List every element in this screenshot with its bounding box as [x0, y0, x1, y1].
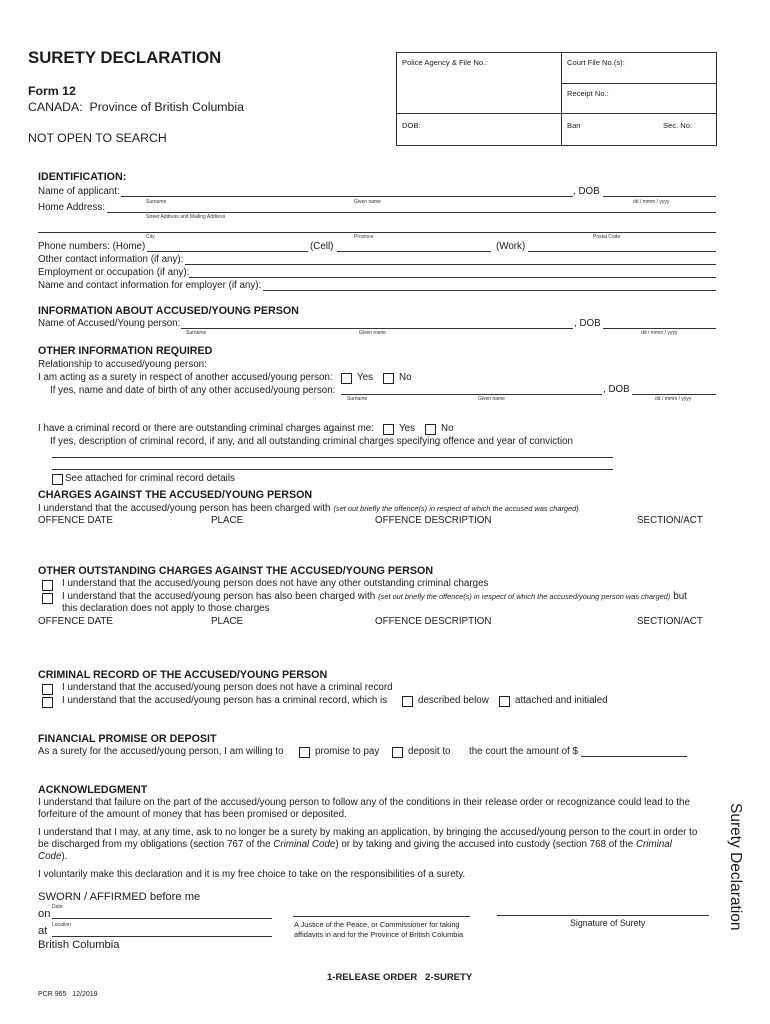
sworn-heading: SWORN / AFFIRMED before me — [38, 891, 201, 903]
para2-line2-text-b: ) or by taking and giving the accused into custody (section 768 of the — [335, 839, 636, 850]
other-contact-label: Other contact information (if any): — [38, 254, 184, 265]
receipt-label: Receipt No.: — [567, 89, 609, 98]
applicant-dob-hint: dd / mmm / yyyy — [633, 199, 670, 205]
acknowledgment-para2-line3 — [38, 851, 67, 863]
para2-line2-text-a: be discharged from my obligations (section 767 of the — [38, 839, 274, 850]
home-phone-field[interactable] — [147, 241, 308, 252]
work-phone-label: (Work) — [496, 241, 526, 252]
own-record-no-checkbox[interactable] — [425, 424, 436, 435]
sworn-date-hint: Date — [52, 904, 63, 910]
other-accused-dob-hint: dd / mmm / yyyy — [655, 396, 692, 402]
sworn-on-label: on — [38, 908, 51, 920]
form-code: PCR 965 12/2019 — [38, 991, 98, 998]
other-info-heading: OTHER INFORMATION REQUIRED — [38, 345, 213, 357]
charges-entry-area[interactable] — [38, 529, 716, 561]
surety-signature-line[interactable] — [497, 905, 709, 916]
no-criminal-record-label: I understand that the accused/young person does not have a criminal record — [62, 682, 393, 693]
surety-amount-field[interactable] — [581, 746, 687, 757]
criminal-record-entry-area[interactable] — [38, 710, 716, 730]
other-person-label: If yes, name and date of birth of any other accused/young person: — [50, 385, 336, 396]
police-agency-file-cell[interactable] — [396, 52, 562, 114]
also-charged-label: I understand that the accused/young person has also been charged with — [62, 591, 376, 602]
ban-label: Ban — [567, 121, 581, 130]
cell-phone-label: (Cell) — [310, 241, 334, 252]
no-outstanding-charges-label: I understand that the accused/young person does not have any other outstanding criminal charges — [62, 578, 489, 589]
para2-criminal-code-ref: Criminal Code — [273, 839, 336, 850]
applicant-given-name-hint: Given name — [354, 199, 381, 205]
home-address-city-field[interactable] — [38, 222, 716, 233]
charges-col-description: OFFENCE DESCRIPTION — [375, 515, 492, 526]
other-surety-yes-label: Yes — [357, 372, 373, 383]
relationship-label: Relationship to accused/young person: — [38, 359, 207, 370]
street-address-hint: Street Address and Mailing Address — [146, 214, 226, 220]
para2-line3-end: ). — [61, 851, 68, 862]
registry-dob-label: DOB: — [402, 121, 421, 130]
acknowledgment-para1-line1: I understand that failure on the part of the accused/young person to follow any of the conditions in their release order or recognizance could lead to the — [38, 797, 690, 808]
court-file-cell[interactable] — [561, 52, 717, 84]
applicant-dob-field[interactable] — [603, 186, 716, 197]
accused-dob-label: , DOB — [574, 318, 601, 329]
accused-name-field[interactable] — [181, 318, 573, 329]
other-accused-surname-hint: Surname — [347, 396, 368, 402]
employment-field[interactable] — [189, 267, 716, 278]
para2-code-ref: Code — [38, 851, 62, 862]
outstanding-col-offence-date: OFFENCE DATE — [38, 616, 113, 627]
other-surety-no-label: No — [399, 372, 412, 383]
other-contact-field[interactable] — [185, 254, 716, 265]
other-accused-name-field[interactable] — [341, 384, 602, 395]
no-criminal-record-checkbox[interactable] — [42, 684, 53, 695]
outstanding-col-place: PLACE — [211, 616, 244, 627]
record-description-label: If yes, description of criminal record, if any, and all outstanding criminal charges specifying offence and year of conviction — [50, 436, 573, 447]
promise-to-pay-label: promise to pay — [315, 746, 380, 757]
sworn-at-label: at — [38, 925, 48, 937]
record-attached-label: attached and initialed — [515, 695, 608, 706]
sworn-location-hint: Location — [52, 922, 71, 928]
commissioner-caption-line2: affidavits in and for the Province of British Columbia — [294, 930, 464, 939]
other-surety-question: I am acting as a surety in respect of another accused/young person: — [38, 372, 333, 383]
identification-heading: IDENTIFICATION: — [38, 171, 127, 183]
amount-label: the court the amount of $ — [469, 746, 578, 757]
acknowledgment-heading: ACKNOWLEDGMENT — [38, 784, 148, 796]
no-outstanding-charges-checkbox[interactable] — [42, 580, 53, 591]
charges-statement-row — [38, 503, 579, 515]
police-agency-file-label: Police Agency & File No.: — [402, 58, 488, 67]
province-hint: Province — [354, 234, 374, 240]
record-attached-checkbox[interactable] — [499, 696, 510, 707]
sworn-date-field[interactable] — [52, 908, 272, 919]
charges-col-place: PLACE — [211, 515, 244, 526]
charges-instruction: (set out briefly the offence(s) in respect of which the accused was charged) — [333, 504, 579, 513]
ban-cell[interactable] — [561, 113, 717, 146]
sec-no-label: Sec. No. — [663, 121, 693, 130]
record-description-line-1[interactable] — [52, 447, 613, 458]
para2-criminal-ref: Criminal — [635, 839, 672, 850]
applicant-name-field[interactable] — [121, 186, 573, 197]
form-title: SURETY DECLARATION — [28, 48, 222, 67]
also-charged-line2: this declaration does not apply to those charges — [62, 603, 270, 614]
form-number: Form 12 — [28, 84, 76, 98]
home-phone-label: Phone numbers: (Home) — [38, 241, 146, 252]
own-record-yes-checkbox[interactable] — [383, 424, 394, 435]
outstanding-col-section-act: SECTION/ACT — [637, 616, 703, 627]
see-attached-label: See attached for criminal record details — [65, 473, 235, 484]
promise-to-pay-checkbox[interactable] — [299, 747, 310, 758]
own-record-yes-label: Yes — [399, 423, 415, 434]
employer-label: Name and contact information for employer (if any): — [38, 280, 262, 291]
applicant-dob-label: , DOB — [573, 186, 600, 197]
has-criminal-record-checkbox[interactable] — [42, 697, 53, 708]
financial-heading: FINANCIAL PROMISE OR DEPOSIT — [38, 733, 217, 745]
acknowledgment-para3: I voluntarily make this declaration and it is my free choice to take on the responsibilities of a surety. — [38, 869, 466, 880]
charges-col-offence-date: OFFENCE DATE — [38, 515, 113, 526]
accused-heading: INFORMATION ABOUT ACCUSED/YOUNG PERSON — [38, 305, 299, 317]
accused-dob-hint: dd / mmm / yyyy — [641, 330, 678, 336]
other-accused-dob-label: , DOB — [603, 384, 630, 395]
side-form-label: Surety Declaration — [727, 803, 744, 931]
home-address-label: Home Address: — [38, 202, 105, 213]
other-surety-yes-checkbox[interactable] — [341, 373, 352, 384]
record-description-line-2[interactable] — [52, 459, 613, 470]
outstanding-charges-entry-area[interactable] — [38, 630, 716, 664]
copy-distribution: 1-RELEASE ORDER 2-SURETY — [327, 972, 473, 983]
postal-code-hint: Postal Code — [593, 234, 621, 240]
applicant-surname-hint: Surname — [146, 199, 167, 205]
court-file-label: Court File No.(s): — [567, 58, 625, 67]
surety-signature-caption: Signature of Surety — [570, 918, 646, 928]
also-charged-row — [62, 591, 687, 603]
acknowledgment-para2-line2 — [38, 839, 672, 851]
also-charged-checkbox[interactable] — [42, 593, 53, 604]
has-criminal-record-label: I understand that the accused/young person has a criminal record, which is — [62, 695, 388, 706]
criminal-record-heading: CRIMINAL RECORD OF THE ACCUSED/YOUNG PERSON — [38, 669, 328, 681]
city-hint: City — [146, 234, 155, 240]
sworn-province: British Columbia — [38, 939, 120, 951]
applicant-name-label: Name of applicant: — [38, 186, 120, 197]
acknowledgment-para2-line1: I understand that I may, at any time, ask to no longer be a surety by making an application, by bringing the accused/young person to the court in order to — [38, 827, 698, 838]
charges-heading: CHARGES AGAINST THE ACCUSED/YOUNG PERSON — [38, 489, 313, 501]
registry-dob-cell[interactable] — [396, 113, 562, 146]
commissioner-signature-line[interactable] — [293, 906, 470, 917]
jurisdiction: CANADA: Province of British Columbia — [28, 100, 244, 114]
record-described-below-checkbox[interactable] — [402, 696, 413, 707]
accused-surname-hint: Surname — [186, 330, 207, 336]
accused-name-label: Name of Accused/Young person: — [38, 318, 181, 329]
outstanding-col-description: OFFENCE DESCRIPTION — [375, 616, 492, 627]
accused-given-name-hint: Given name — [359, 330, 386, 336]
charges-statement: I understand that the accused/young person has been charged with — [38, 503, 331, 514]
financial-statement: As a surety for the accused/young person, I am willing to — [38, 746, 284, 757]
see-attached-checkbox[interactable] — [52, 474, 63, 485]
other-surety-no-checkbox[interactable] — [383, 373, 394, 384]
commissioner-caption-line1: A Justice of the Peace, or Commissioner for taking — [294, 920, 460, 929]
cell-phone-field[interactable] — [337, 241, 491, 252]
also-charged-suffix: but — [673, 591, 687, 602]
employer-field[interactable] — [263, 280, 716, 291]
home-address-street-field[interactable] — [107, 202, 716, 213]
deposit-label: deposit to — [408, 746, 451, 757]
charges-col-section-act: SECTION/ACT — [637, 515, 703, 526]
other-accused-dob-field[interactable] — [632, 384, 716, 395]
also-charged-instruction: (set out briefly the offence(s) in respect of which the accused/young person was charged) — [378, 592, 671, 601]
own-record-question: I have a criminal record or there are outstanding criminal charges against me: — [38, 423, 374, 434]
own-record-no-label: No — [441, 423, 454, 434]
employment-label: Employment or occupation (if any): — [38, 267, 190, 278]
work-phone-field[interactable] — [528, 241, 716, 252]
receipt-cell[interactable] — [561, 83, 717, 114]
sworn-location-field[interactable] — [52, 926, 272, 937]
outstanding-charges-heading: OTHER OUTSTANDING CHARGES AGAINST THE ACCUSED/YOUNG PERSON — [38, 565, 434, 577]
acknowledgment-para1-line2: forfeiture of the amount of money that has been promised or deposited. — [38, 809, 347, 820]
record-described-below-label: described below — [418, 695, 489, 706]
other-accused-given-name-hint: Given name — [478, 396, 505, 402]
accused-dob-field[interactable] — [603, 318, 716, 329]
deposit-checkbox[interactable] — [392, 747, 403, 758]
search-restriction: NOT OPEN TO SEARCH — [28, 131, 167, 145]
